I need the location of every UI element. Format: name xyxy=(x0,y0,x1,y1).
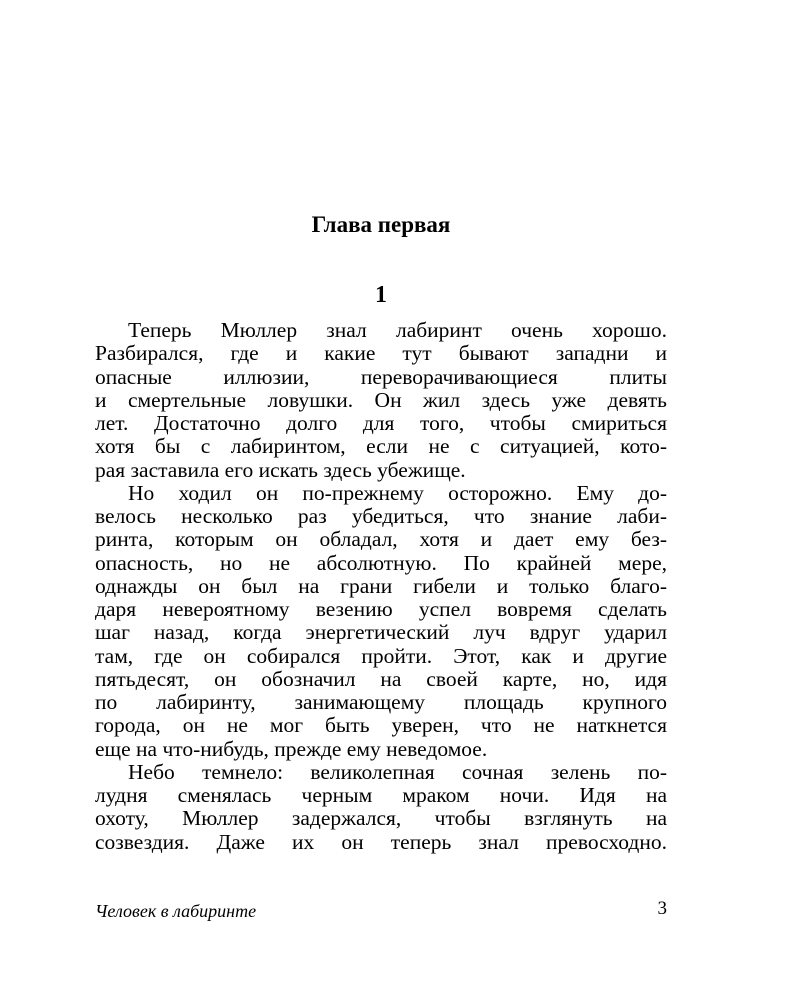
text-line: города, он не мог быть уверен, что не наткнется xyxy=(95,713,667,738)
text-line: велось несколько раз убедиться, что знание лаби- xyxy=(95,504,667,528)
text-line: по лабиринту, занимающему площадь крупного xyxy=(95,690,667,714)
text-line: ринта, которым он обладал, хотя и дает ему без- xyxy=(95,527,667,552)
text-line: Но ходил он по-прежнему осторожно. Ему до- xyxy=(128,480,667,505)
body-text xyxy=(95,319,667,854)
text-line: лет. Достаточно долго для того, чтобы смириться xyxy=(95,411,667,435)
text-line: однажды он был на грани гибели и только благо- xyxy=(95,573,667,598)
text-line: даря невероятному везению успел вовремя сделать xyxy=(95,597,667,621)
chapter-title: Глава первая xyxy=(311,212,451,237)
text-line: Теперь Мюллер знал лабиринт очень хорошо. xyxy=(128,318,667,342)
text-line: еще на что-нибудь, прежде ему неведомое. xyxy=(95,736,488,761)
text-line: Небо темнело: великолепная сочная зелень по- xyxy=(128,759,667,784)
text-line: опасность, но не абсолютную. По крайней мере, xyxy=(95,550,667,575)
text-line: там, где он собирался пройти. Этот, как и другие xyxy=(95,643,667,668)
footer-book-title: Человек в лабиринте xyxy=(95,901,257,921)
text-line: пятьдесят, он обозначил на своей карте, но, идя xyxy=(95,666,667,691)
section-number: 1 xyxy=(375,282,387,308)
text-line: опасные иллюзии, переворачивающиеся плиты xyxy=(95,364,667,389)
text-line: рая заставила его искать здесь убежище. xyxy=(95,457,466,482)
page-number: 3 xyxy=(657,898,667,919)
text-line: созвездия. Даже их он теперь знал превосходно. xyxy=(95,829,667,854)
text-line: хотя бы с лабиринтом, если не с ситуацией, кото- xyxy=(95,434,667,459)
text-line: и смертельные ловушки. Он жил здесь уже девять xyxy=(95,387,667,412)
text-line: Разбирался, где и какие тут бывают западни и xyxy=(95,341,667,366)
text-line: шаг назад, когда энергетический луч вдруг ударил xyxy=(95,620,667,645)
text-line: лудня сменялась черным мраком ночи. Идя на xyxy=(95,783,667,807)
text-line: охоту, Мюллер задержался, чтобы взглянуть на xyxy=(95,806,667,831)
